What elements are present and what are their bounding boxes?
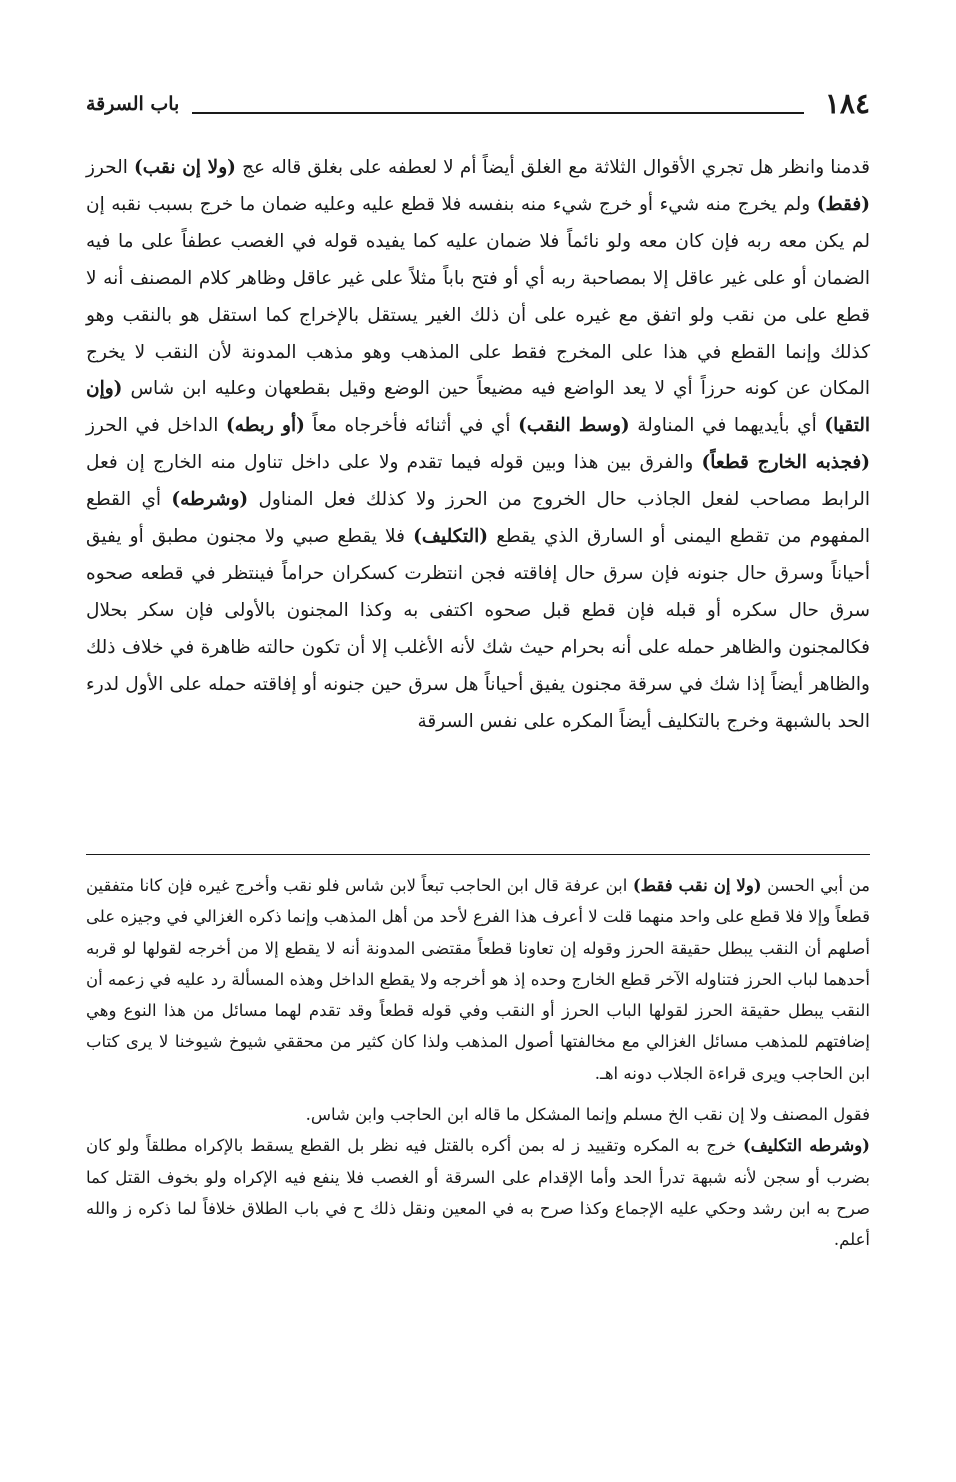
text-run: أي بأيديهما في المناولة [629, 415, 825, 437]
matn-quote: (التكليف) [413, 526, 489, 548]
matn-quote: (وسط النقب) [518, 415, 630, 437]
text-run: خرج به المكره وتقييد ز له بمن أكره بالقتل فيه نظر بل القطع يسقط بالإكراه مطلقاً ولو كان بضرب أو سجن لأنه شبهة تدرأ الحد وأما الإقدام على السرقة أو الغصب فلا ينفع فيه الإكراه ولو بخوف القتل كما صرح به ابن رشد وحكي عليه الإجماع وكذا صرح به في المعين ونقل ذلك ح في باب الطلاق خلافاً لما ذكره ز والله أعلم. [86, 1136, 870, 1250]
text-run: من أبي الحسن [761, 876, 871, 895]
text-run: أي القطع المفهوم من تقطع اليمنى أو السارق الذي يقطع [86, 489, 870, 548]
page-number: ١٨٤ [824, 87, 870, 120]
text-run: فلا يقطع صبي ولا مجنون مطبق أو يفيق أحياناً وسرق حال جنونه فإن سرق حال إفاقته فجن انتظرت كسكران حراماً فينتظر في قطعه صحوه سرق حال سكره أو قبله فإن قطع قبل صحوه اكتفى به وكذا المجنون بالأولى فإن سكر بحلال فكالمجنون والظاهر حمله على أنه بحرام حيث شك لأنه الأغلب إلا أن تكون حالته ظاهرة في خلاف ذلك والظاهر أيضاً إذا شك في سرقة مجنون يفيق أحياناً هل سرق حين جنونه أو إفاقته حمله على الأول لدرء الحد بالشبهة وخرج بالتكليف أيضاً المكره على نفس السرقة [86, 526, 870, 732]
main-paragraph [86, 150, 870, 741]
text-run: ابن عرفة قال ابن الحاجب تبعاً لابن شاس فلو نقب وأخرج غيره فإن كانا متفقين قطعاً وإلا فلا قطع على واحد منهما قلت لا أعرف هذا الفرع لأحد من أهل المذهب وإنما ذكره الغزالي في وجيزه على أصلهم أن النقب يبطل حقيقة الحرز وقوله إن تعاونا قطعاً مقتضى المدونة أنه لا يقطع إلا من أخرجه لقولها لو قربه أحدهما لباب الحرز فتناوله الآخر قطع الخارج وحده إذ هو أخرجه ولا يقطع الداخل وهذه المسألة رد عليه في زعمه أن النقب يبطل حقيقة الحرز لقولها الباب الحرز أو النقب وفي قوله قطعاً وقد تقدم لهما مسائل من هذا النوع وهي إضافتهم للمذهب مسائل الغزالي مع مخالفتها أصول المذهب ولذا كان كثير من محققي شيوخ شيوخنا لا يرى كتاب ابن الحاجب ويرى قراءة الجلاب دونه اهـ. [86, 876, 870, 1083]
footnote-paragraph [86, 1099, 870, 1255]
footnotes [86, 870, 870, 1256]
chapter-title: باب السرقة [86, 93, 180, 115]
text-run: الحرز [86, 157, 135, 178]
footnote-separator [86, 854, 870, 855]
matn-quote: (ولا إن نقب) [134, 157, 236, 178]
matn-quote: (وشرطه التكليف) [742, 1136, 870, 1156]
matn-quote: (وإن التقيا) [86, 378, 871, 437]
matn-quote: (ولا إن نقب فقط) [632, 876, 762, 895]
running-header [86, 86, 870, 126]
text-run: فقول المصنف ولا إن نقب الخ مسلم وإنما المشكل ما قاله ابن الحاجب وابن شاس. [305, 1105, 870, 1125]
header-rule [192, 112, 804, 114]
matn-quote: (فجذبه الخارج قطعاً) [701, 452, 870, 474]
footnote-paragraph [86, 870, 870, 1089]
text-run: أي في أثنائه فأخرجاه معاً [304, 415, 519, 437]
text-run: ولم يخرج منه شيء أو خرج شيء منه بنفسه فلا قطع عليه وعليه ضمان ما خرج بسبب نقبه إن لم يكن معه ربه فإن كان معه ولو نائماً فلا ضمان عليه كما يفيده قوله في الغصب عطفاً على ما فيه الضمان أو على غير عاقل إلا بمصاحبة ربه أي أو فتح باباً مثلاً على غير عاقل وظاهر كلام المصنف أنه لا قطع على من نقب ولو اتفق مع غيره على أن ذلك الغير يستقل بالإخراج كما استقل هو بالنقب وهو كذلك وإنما القطع في هذا على المخرج فقط على المذهب وهو مذهب المدونة لأن النقب لا يخرج المكان عن كونه حرزاً أي لا يعد الواضع فيه مضيعاً حين الوضع وقيل بقطعهان وعليه ابن شاس [86, 193, 870, 400]
main-text [86, 150, 870, 741]
matn-quote: (فقط) [816, 193, 870, 215]
matn-quote: (وشرطه) [171, 489, 249, 511]
text-run: الداخل في الحرز [86, 415, 226, 437]
matn-quote: (أو ربطه) [225, 415, 305, 437]
text-run: قدمنا وانظر هل تجري الأقوال الثلاثة مع الغلق أيضاً أم لا لعطفه على بغلق قاله عج [235, 157, 870, 178]
text-run: والفرق بين هذا وبين قوله فيما تقدم ولا على داخل تناول منه الخارج إن فعل الرابط مصاحب لفعل الجاذب حال الخروج من الحرز ولا كذلك فعل المناول [86, 452, 870, 511]
